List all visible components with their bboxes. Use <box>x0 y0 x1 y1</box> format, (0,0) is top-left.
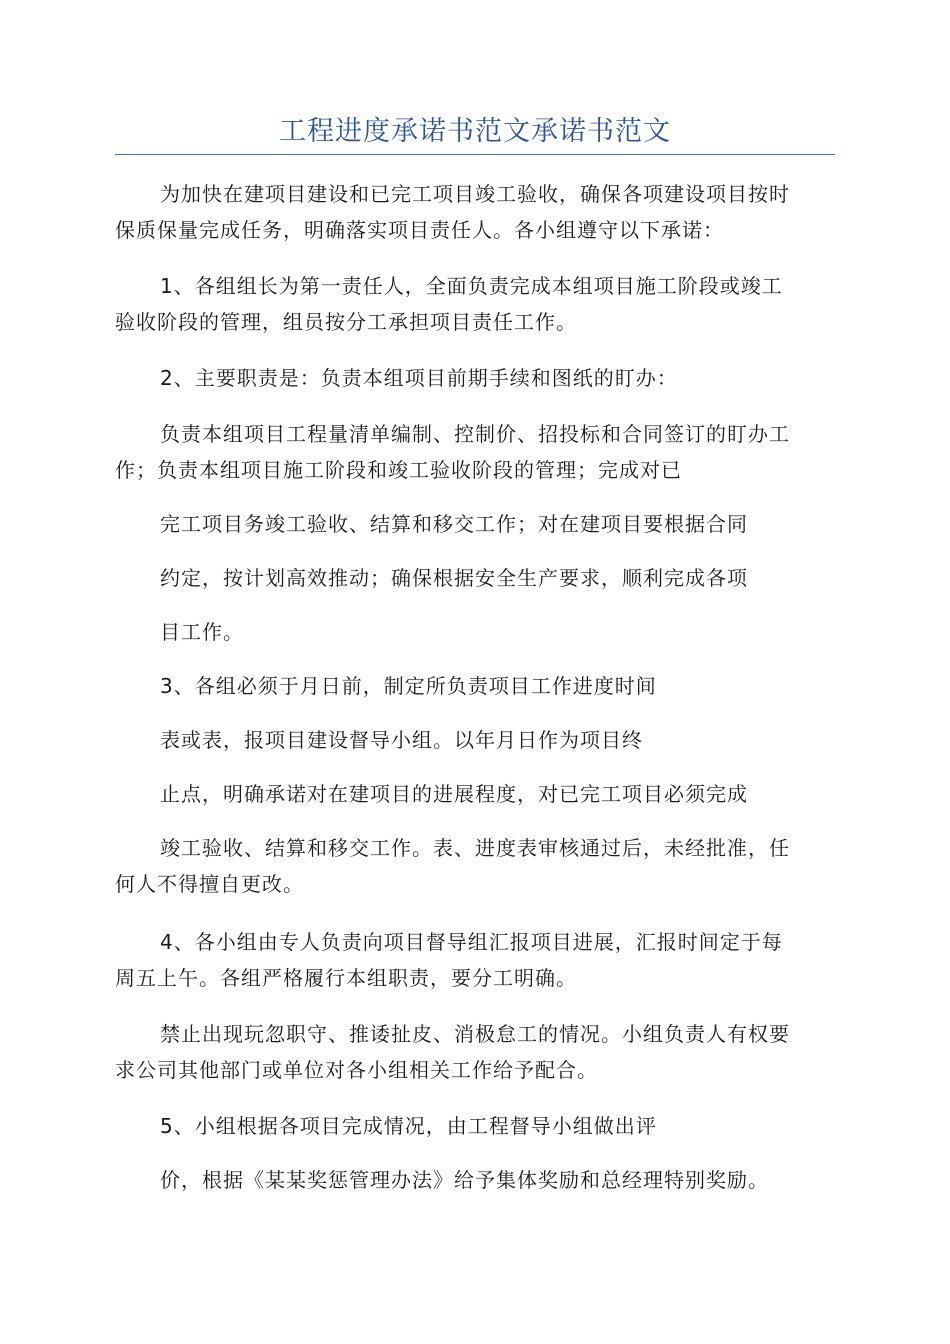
paragraph-line-standalone: 表或表，报项目建设督导小组。以年月日作为项目终 <box>160 728 643 752</box>
title-underline <box>115 154 835 155</box>
paragraph-prohibition <box>115 1016 835 1088</box>
paragraph-line-standalone: 止点，明确承诺对在建项目的进展程度，对已完工项目必须完成 <box>160 782 748 806</box>
paragraph-item-3: 3、各组必须于月日前，制定所负责项目工作进度时间 <box>160 674 657 698</box>
paragraph-line-standalone: 完工项目务竣工验收、结算和移交工作；对在建项目要根据合同 <box>160 512 748 536</box>
paragraph-line: 1、各组组长为第一责任人，全面负责完成本组项目施工阶段或竣工 <box>160 274 783 298</box>
paragraph-line: 负责本组项目工程量清单编制、控制价、招投标和合同签订的盯办工 <box>160 422 790 446</box>
paragraph-line: 竣工验收、结算和移交工作。表、进度表审核通过后，未经批准，任 <box>160 836 790 860</box>
paragraph-duties <box>115 416 835 488</box>
paragraph-line-standalone: 目工作。 <box>160 620 244 644</box>
paragraph-line: 禁止出现玩忽职守、推诿扯皮、消极怠工的情况。小组负责人有权要 <box>160 1022 790 1046</box>
paragraph-line: 保质保量完成任务，明确落实项目责任人。各小组遵守以下承诺： <box>115 218 724 242</box>
document-title: 工程进度承诺书范文承诺书范文 <box>279 116 671 147</box>
paragraph-item-2: 2、主要职责是：负责本组项目前期手续和图纸的盯办： <box>160 366 678 390</box>
paragraph-line: 4、各小组由专人负责向项目督导组汇报项目进展，汇报时间定于每 <box>160 930 783 954</box>
paragraph-line: 为加快在建项目建设和已完工项目竣工验收，确保各项建设项目按时 <box>160 182 790 206</box>
paragraph-item-5: 5、小组根据各项目完成情况，由工程督导小组做出评 <box>160 1114 657 1138</box>
paragraph-line: 求公司其他部门或单位对各小组相关工作给予配合。 <box>115 1058 598 1082</box>
paragraph-line: 作；负责本组项目施工阶段和竣工验收阶段的管理；完成对已 <box>115 458 682 482</box>
paragraph-line: 周五上午。各组严格履行本组职责，要分工明确。 <box>115 966 577 990</box>
paragraph-line-standalone: 价，根据《某某奖惩管理办法》给予集体奖励和总经理特别奖励。 <box>160 1168 769 1192</box>
paragraph-line-standalone: 约定，按计划高效推动；确保根据安全生产要求，顺利完成各项 <box>160 566 748 590</box>
paragraph-item-4 <box>115 924 835 996</box>
paragraph-line: 何人不得擅自更改。 <box>115 872 304 896</box>
paragraph-line: 验收阶段的管理，组员按分工承担项目责任工作。 <box>115 310 577 334</box>
paragraph-item-1 <box>115 268 835 340</box>
paragraph-intro <box>115 176 835 248</box>
paragraph-acceptance <box>115 830 835 902</box>
